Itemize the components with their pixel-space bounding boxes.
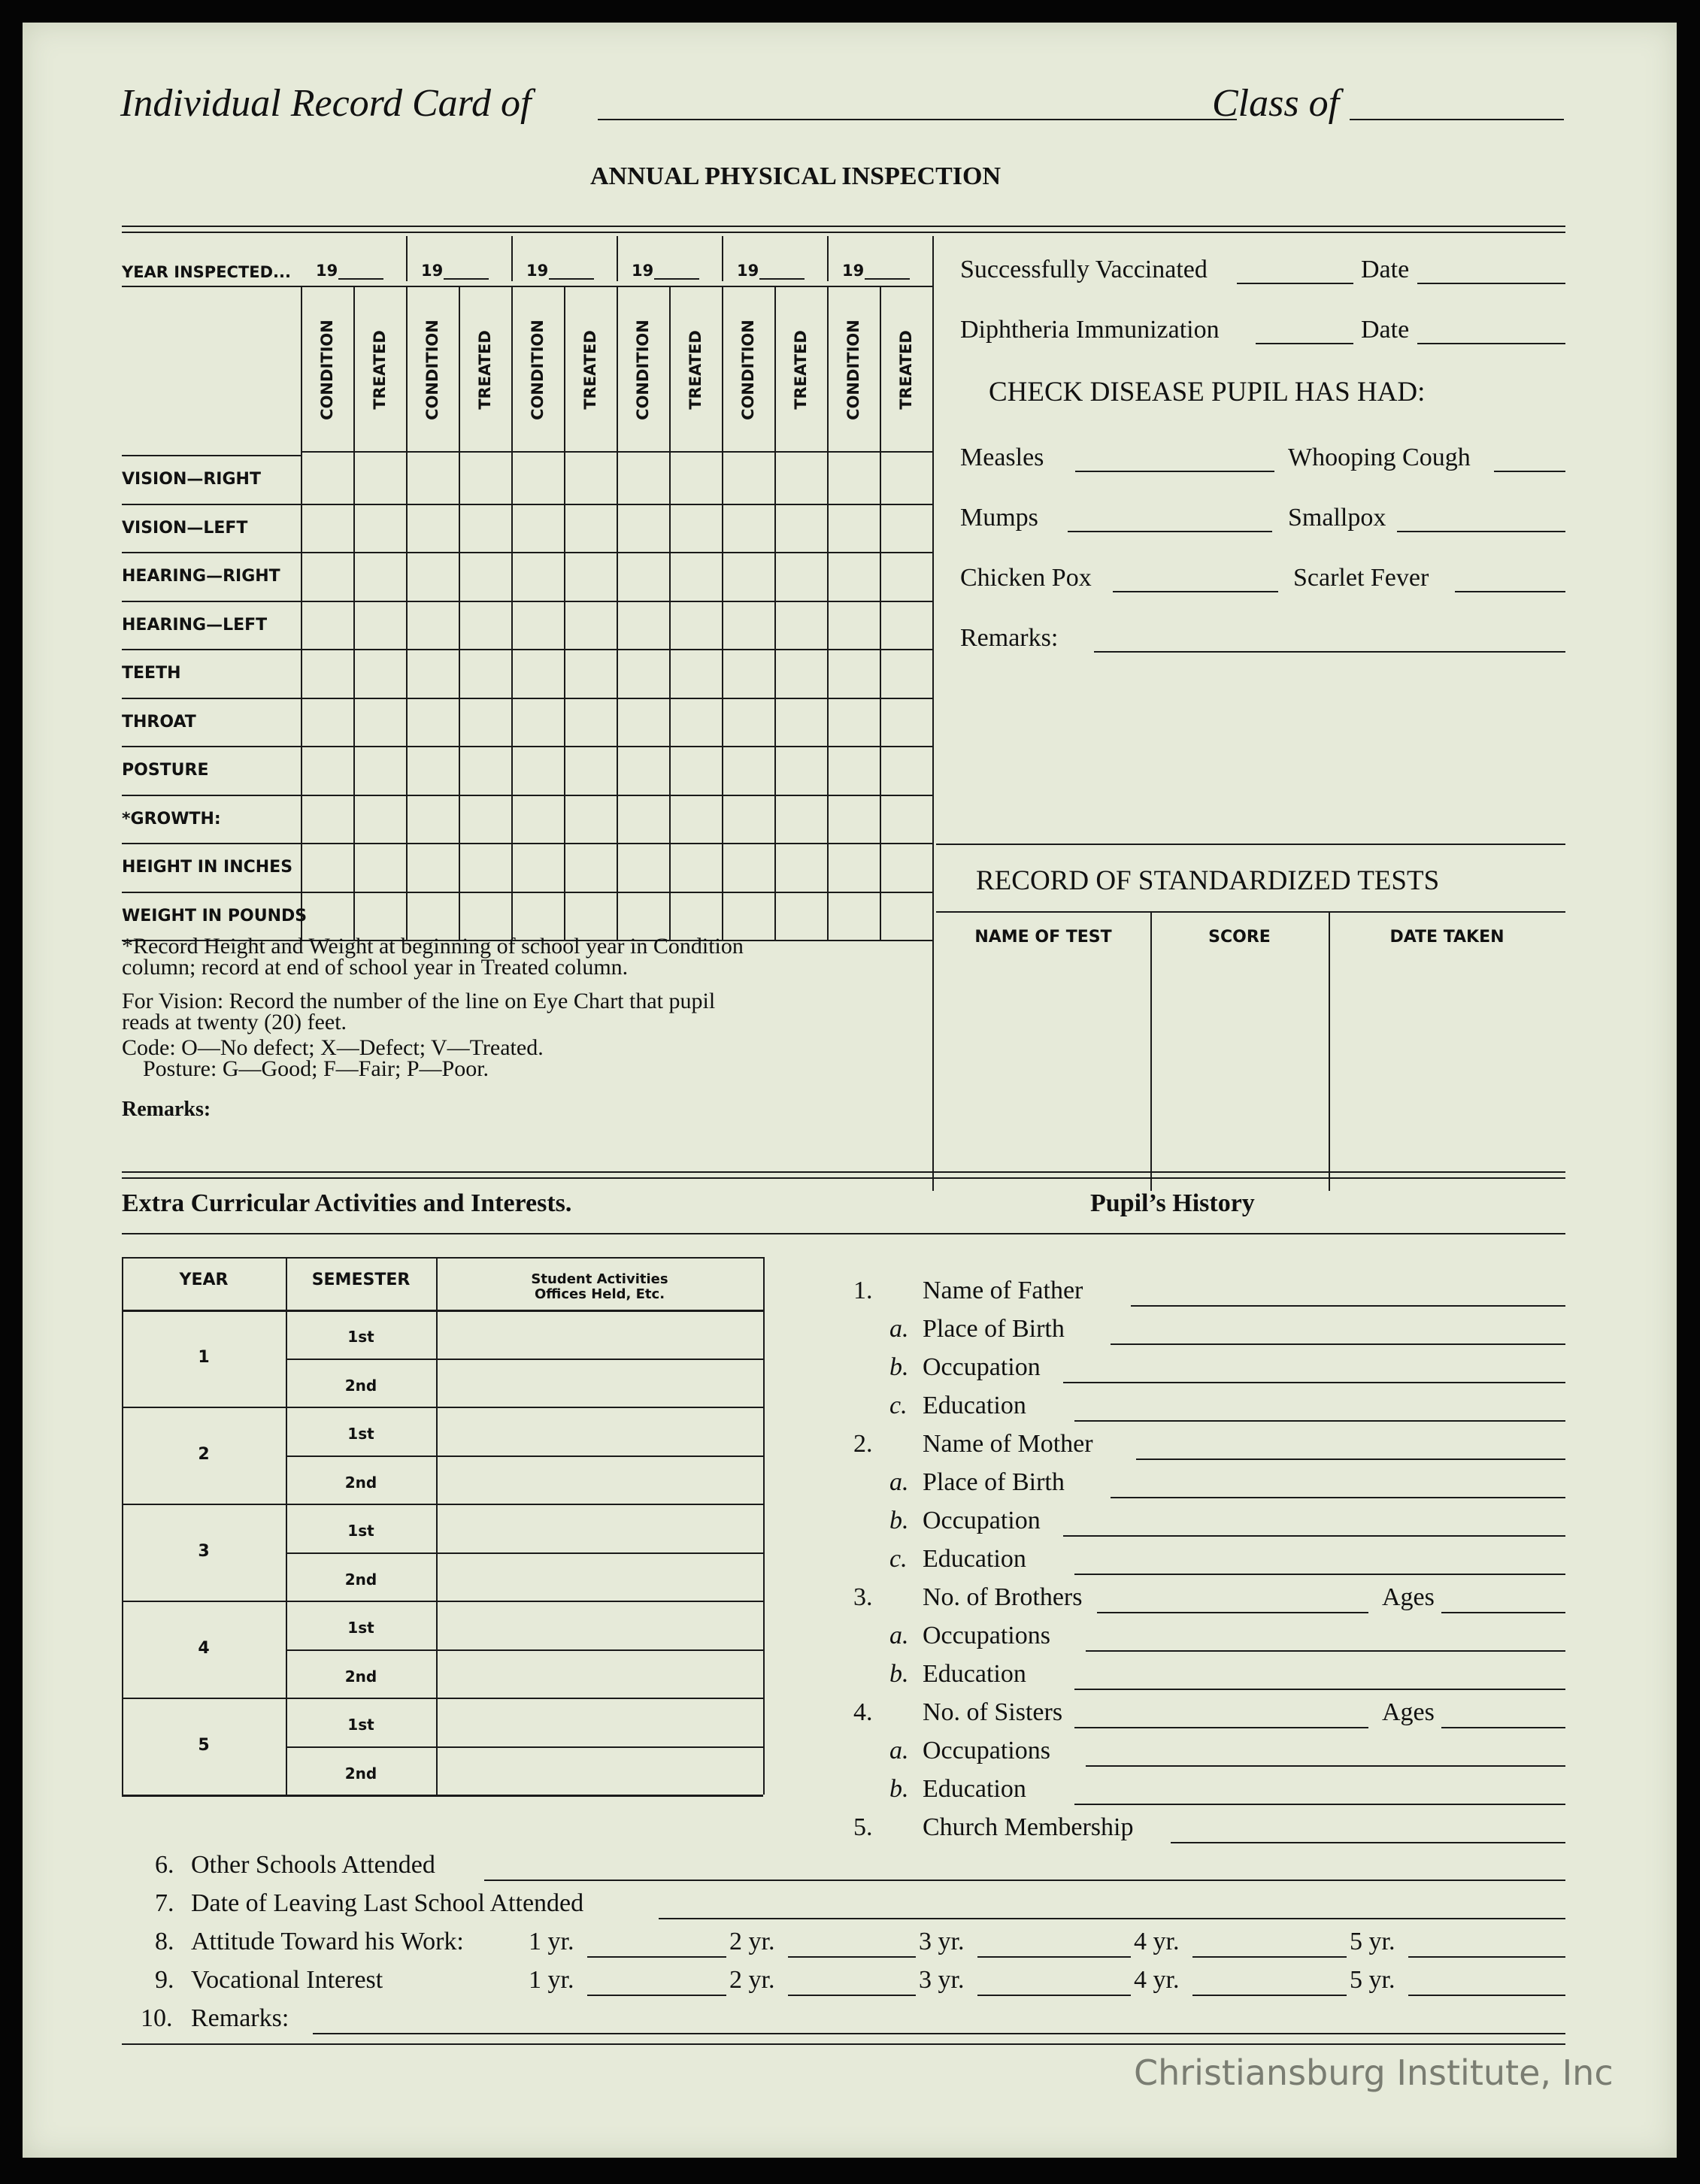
semester-label: 2nd xyxy=(344,1473,377,1492)
inspection-row-label: HEARING—RIGHT xyxy=(122,567,280,586)
history-item-label: Occupations xyxy=(923,1622,1050,1649)
treated-col-label: TREATED xyxy=(476,330,494,410)
condition-col-label: CONDITION xyxy=(739,320,757,420)
history-item-number: 3. xyxy=(853,1583,873,1611)
note-line: column; record at end of school year in Treated column. xyxy=(122,955,629,980)
year-field[interactable] xyxy=(1192,1995,1347,1996)
class-label: Class of xyxy=(1212,82,1340,125)
note-line: Posture: G—Good; F—Fair; P—Poor. xyxy=(143,1056,489,1081)
history-item-number: b. xyxy=(889,1660,909,1688)
year-field[interactable] xyxy=(977,1995,1131,1996)
treated-col-label: TREATED xyxy=(581,330,599,410)
history-item-number: 2. xyxy=(853,1430,873,1458)
treated-col-label: TREATED xyxy=(371,330,389,410)
semester-label: 2nd xyxy=(344,1764,377,1783)
info-item-number: 6. xyxy=(155,1851,174,1879)
inspection-remarks-label: Remarks: xyxy=(122,1098,211,1121)
year-label: 5 yr. xyxy=(1350,1928,1395,1955)
info-item-label: Vocational Interest xyxy=(191,1966,383,1994)
treated-col-label: TREATED xyxy=(792,330,810,410)
disease-smallpox: Smallpox xyxy=(1288,504,1386,532)
inspection-row-label: VISION—LEFT xyxy=(122,518,248,538)
info-item-label: Other Schools Attended xyxy=(191,1851,435,1879)
history-item-label: Name of Mother xyxy=(923,1430,1093,1458)
test-col-score: SCORE xyxy=(1208,928,1271,947)
diphtheria-date-label: Date xyxy=(1361,316,1410,344)
info-item-number: 8. xyxy=(155,1928,174,1955)
history-item-label: Education xyxy=(923,1545,1026,1573)
history-item-number: c. xyxy=(889,1545,908,1573)
inspection-row-label: *GROWTH: xyxy=(122,809,221,828)
history-item-number: a. xyxy=(889,1737,909,1764)
inspection-row-label: WEIGHT IN POUNDS xyxy=(122,906,308,925)
disease-whooping-cough: Whooping Cough xyxy=(1288,444,1471,471)
semester-label: 2nd xyxy=(344,1570,377,1589)
info-item-number: 10. xyxy=(141,2004,173,2032)
history-item-label: Church Membership xyxy=(923,1813,1134,1841)
history-item-label: Name of Father xyxy=(923,1277,1083,1304)
col-activities-line1: Student Activities xyxy=(531,1271,668,1287)
vaccinated-date-label: Date xyxy=(1361,256,1410,283)
year-label: 4 yr. xyxy=(1134,1966,1180,1994)
history-item-number: a. xyxy=(889,1468,909,1496)
disease-measles: Measles xyxy=(960,444,1044,471)
history-item-number: a. xyxy=(889,1315,909,1343)
condition-col-label: CONDITION xyxy=(529,320,547,420)
note-line: Code: O—No defect; X—Defect; V—Treated. xyxy=(122,1035,544,1060)
history-item-label: No. of Sisters xyxy=(923,1698,1063,1726)
history-item-label: Place of Birth xyxy=(923,1468,1065,1496)
activity-year: 5 xyxy=(198,1735,210,1755)
year-field[interactable] xyxy=(587,1956,726,1958)
condition-col-label: CONDITION xyxy=(423,320,441,420)
semester-label: 2nd xyxy=(344,1376,377,1395)
history-item-label: Occupation xyxy=(923,1507,1041,1534)
history-item-label: Education xyxy=(923,1392,1026,1419)
year-label: 3 yr. xyxy=(919,1966,965,1994)
year-prefix: 19 xyxy=(316,262,338,280)
info-item-label: Date of Leaving Last School Attended xyxy=(191,1889,584,1917)
history-item-label: Occupation xyxy=(923,1353,1041,1381)
inspection-row-label: HEARING—LEFT xyxy=(122,615,268,635)
inspection-row-label: TEETH xyxy=(122,664,181,683)
history-item-number: 5. xyxy=(853,1813,873,1841)
year-field[interactable] xyxy=(587,1995,726,1996)
year-label: 3 yr. xyxy=(919,1928,965,1955)
year-prefix: 19 xyxy=(632,262,654,280)
year-field[interactable] xyxy=(977,1956,1131,1958)
year-field[interactable] xyxy=(788,1956,916,1958)
col-year: YEAR xyxy=(179,1271,229,1289)
history-item-label: Occupations xyxy=(923,1737,1050,1764)
col-activities-line2: Offices Held, Etc. xyxy=(534,1286,665,1302)
info-field[interactable] xyxy=(313,2033,1565,2034)
history-item-label: Education xyxy=(923,1775,1026,1803)
year-label: 2 yr. xyxy=(729,1966,775,1994)
note-line: For Vision: Record the number of the line on Eye Chart that pupil xyxy=(122,989,716,1013)
history-item-number: 1. xyxy=(853,1277,873,1304)
semester-label: 1st xyxy=(347,1716,374,1734)
year-prefix: 19 xyxy=(526,262,549,280)
year-label: 5 yr. xyxy=(1350,1966,1395,1994)
history-item-number: a. xyxy=(889,1622,909,1649)
check-disease-heading: CHECK DISEASE PUPIL HAS HAD: xyxy=(989,377,1426,407)
year-prefix: 19 xyxy=(421,262,444,280)
treated-col-label: TREATED xyxy=(686,330,705,410)
semester-label: 2nd xyxy=(344,1667,377,1686)
note-line: *Record Height and Weight at beginning of school year in Condition xyxy=(122,934,744,959)
ages-label: Ages xyxy=(1382,1698,1435,1726)
semester-label: 1st xyxy=(347,1619,374,1637)
semester-label: 1st xyxy=(347,1425,374,1443)
history-item-label: No. of Brothers xyxy=(923,1583,1083,1611)
history-item-number: 4. xyxy=(853,1698,873,1726)
history-item-label: Education xyxy=(923,1660,1026,1688)
info-field[interactable] xyxy=(484,1880,1565,1881)
info-item-label: Attitude Toward his Work: xyxy=(191,1928,464,1955)
condition-col-label: CONDITION xyxy=(844,320,862,420)
year-label: 2 yr. xyxy=(729,1928,775,1955)
activity-year: 2 xyxy=(198,1444,210,1464)
year-inspected-label: YEAR INSPECTED... xyxy=(122,263,291,281)
ages-label: Ages xyxy=(1382,1583,1435,1611)
page-title: ANNUAL PHYSICAL INSPECTION xyxy=(590,162,1001,190)
info-item-number: 7. xyxy=(155,1889,174,1917)
treated-col-label: TREATED xyxy=(897,330,915,410)
history-item-number: b. xyxy=(889,1775,909,1803)
info-field[interactable] xyxy=(659,1918,1565,1919)
year-field[interactable] xyxy=(1408,1956,1565,1958)
year-label: 1 yr. xyxy=(529,1966,574,1994)
info-item-number: 9. xyxy=(155,1966,174,1994)
inspection-row-label: POSTURE xyxy=(122,761,209,780)
semester-label: 1st xyxy=(347,1328,374,1346)
year-prefix: 19 xyxy=(737,262,759,280)
disease-chicken-pox: Chicken Pox xyxy=(960,564,1092,592)
test-col-date: DATE TAKEN xyxy=(1389,928,1505,947)
condition-col-label: CONDITION xyxy=(634,320,652,420)
disease-mumps: Mumps xyxy=(960,504,1038,532)
col-semester: SEMESTER xyxy=(311,1271,411,1289)
history-item-label: Place of Birth xyxy=(923,1315,1065,1343)
additional-info xyxy=(23,23,1677,2128)
test-col-name: NAME OF TEST xyxy=(974,928,1112,947)
history-item-number: c. xyxy=(889,1392,908,1419)
activity-year: 3 xyxy=(198,1541,210,1561)
activity-year: 1 xyxy=(198,1347,210,1367)
year-label: 4 yr. xyxy=(1134,1928,1180,1955)
year-field[interactable] xyxy=(1408,1995,1565,1996)
note-line: reads at twenty (20) feet. xyxy=(122,1010,347,1034)
health-remarks-label: Remarks: xyxy=(960,624,1059,652)
inspection-row-label: VISION—RIGHT xyxy=(122,470,261,489)
history-heading: Pupil’s History xyxy=(1090,1189,1255,1217)
semester-label: 1st xyxy=(347,1522,374,1540)
diphtheria-label: Diphtheria Immunization xyxy=(960,316,1220,344)
inspection-row-label: THROAT xyxy=(122,712,196,732)
vaccinated-label: Successfully Vaccinated xyxy=(960,256,1208,283)
year-prefix: 19 xyxy=(842,262,865,280)
disease-scarlet-fever: Scarlet Fever xyxy=(1293,564,1429,592)
record-card xyxy=(23,23,1677,2158)
condition-col-label: CONDITION xyxy=(318,320,336,420)
record-card-label: Individual Record Card of xyxy=(120,82,532,125)
activity-year: 4 xyxy=(198,1638,210,1658)
year-label: 1 yr. xyxy=(529,1928,574,1955)
year-field[interactable] xyxy=(1192,1956,1347,1958)
info-item-label: Remarks: xyxy=(191,2004,289,2032)
watermark: Christiansburg Institute, Inc xyxy=(1134,2052,1614,2093)
year-field[interactable] xyxy=(788,1995,916,1996)
history-item-number: b. xyxy=(889,1507,909,1534)
tests-heading: RECORD OF STANDARDIZED TESTS xyxy=(976,865,1440,896)
history-item-number: b. xyxy=(889,1353,909,1381)
activities-heading: Extra Curricular Activities and Interests. xyxy=(122,1189,572,1217)
inspection-row-label: HEIGHT IN INCHES xyxy=(122,858,293,877)
